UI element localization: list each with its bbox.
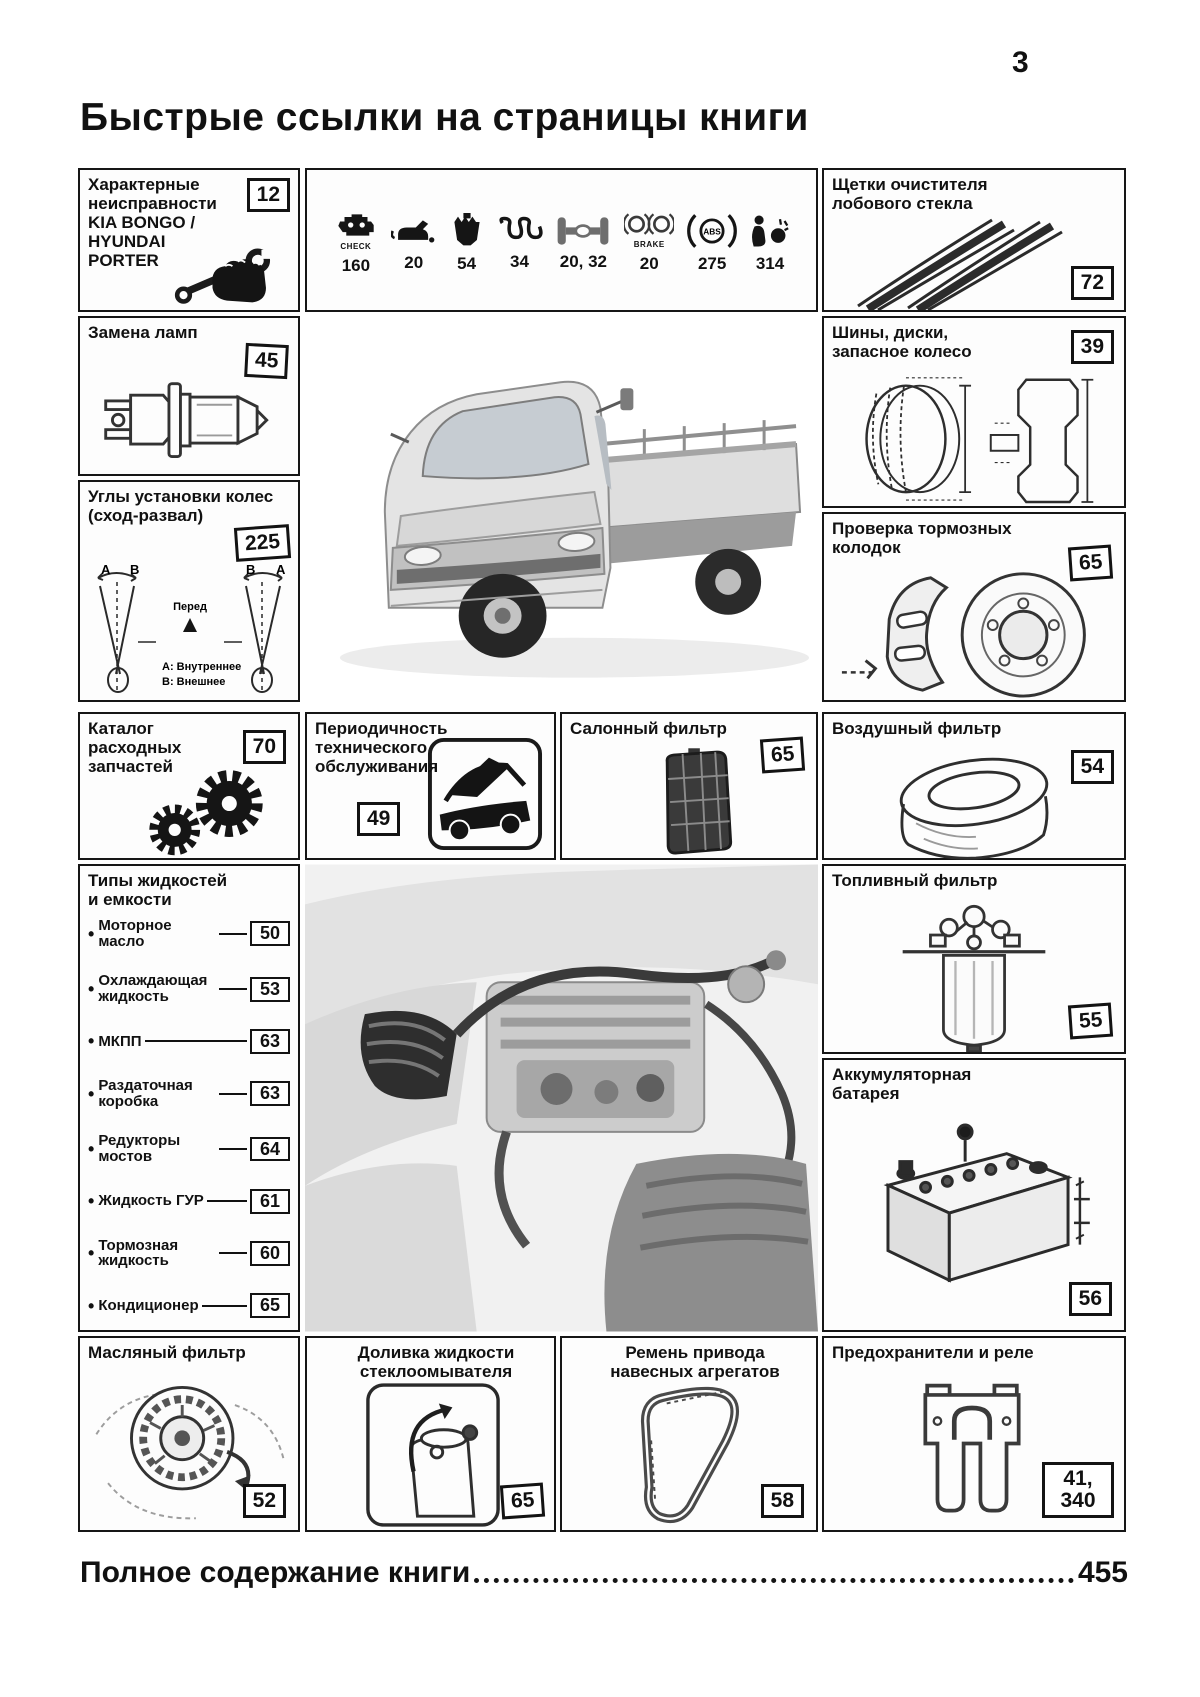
bullet: •	[88, 923, 95, 944]
bullet: •	[88, 1139, 95, 1160]
dot-leader	[474, 1578, 1074, 1583]
brake-lamp-icon	[624, 212, 674, 238]
lamp-page: 20	[639, 254, 659, 273]
page-badge: 65	[760, 737, 806, 774]
page-badge: 49	[357, 802, 400, 836]
page-badge: 55	[1068, 1002, 1114, 1039]
lamp-drivetrain[interactable]	[554, 215, 612, 272]
wiper-blades-icon	[842, 210, 1072, 310]
lamp-page: 20, 32	[559, 251, 607, 271]
lamp-page: 34	[510, 251, 529, 271]
cell-label: Предохранители и реле	[832, 1343, 1034, 1362]
cell-label: Проверка тормозных колодок	[832, 519, 1012, 558]
cell-label: Аккумуляторная батарея	[832, 1065, 972, 1104]
fluid-label: Кондиционер	[98, 1296, 199, 1314]
cell-label: Воздушный фильтр	[832, 719, 1002, 738]
fluid-transfer-case[interactable]	[88, 1078, 290, 1110]
leader-line	[219, 988, 247, 990]
cell-label: Шины, диски, запасное колесо	[832, 323, 972, 362]
alignment-letter: A	[101, 564, 111, 577]
air-filter-icon	[876, 748, 1072, 860]
cell-tires-wheels[interactable]	[822, 316, 1126, 508]
fluid-label: Моторное масло	[98, 917, 172, 950]
page-title: Быстрые ссылки на страницы книги	[80, 96, 809, 139]
cell-warning-lamps	[305, 168, 818, 312]
fluid-power-steering[interactable]	[88, 1189, 290, 1214]
halogen-bulb-icon	[98, 376, 284, 468]
lamp-fuel-filter[interactable]	[449, 213, 485, 274]
engine-bay-photo	[305, 864, 818, 1332]
bullet: •	[88, 979, 95, 1000]
truck-photo	[305, 316, 818, 702]
cell-label: Ремень привода навесных агрегатов	[610, 1343, 780, 1382]
lamp-page: 54	[457, 253, 477, 273]
cell-label: Салонный фильтр	[570, 719, 727, 738]
abs-lamp-icon	[686, 213, 738, 249]
lamp-brake[interactable]	[624, 212, 674, 274]
lamp-airbag[interactable]	[750, 213, 790, 274]
bullet: •	[88, 1191, 95, 1212]
lamp-page: 314	[755, 253, 785, 273]
oil-pressure-lamp-icon	[391, 214, 437, 248]
washer-fluid-icon	[365, 1382, 501, 1528]
leader-line	[207, 1200, 247, 1202]
battery-icon	[854, 1122, 1104, 1308]
fluid-manual-gearbox[interactable]	[88, 1029, 290, 1054]
fluid-engine-oil[interactable]	[88, 918, 290, 950]
cell-label	[88, 175, 238, 270]
cell-label: Замена ламп	[88, 323, 198, 342]
cell-fuses-relays[interactable]	[822, 1336, 1126, 1532]
cell-label: Доливка жидкости стеклоомывателя	[357, 1343, 515, 1382]
bullet: •	[88, 1083, 95, 1104]
cell-fuel-filter[interactable]	[822, 864, 1126, 1054]
alignment-letter: B	[130, 564, 140, 577]
leader-line	[219, 933, 247, 935]
fuel-filter-lamp-icon	[449, 213, 485, 249]
page-badge: 61	[250, 1189, 290, 1214]
cell-parts-catalog[interactable]	[78, 712, 300, 860]
bullet: •	[88, 1295, 95, 1316]
alignment-note-a: А: Внутреннее	[162, 661, 242, 673]
fluid-label: Охлаждающая жидкость	[98, 972, 208, 1006]
bullet: •	[88, 1243, 95, 1264]
cell-drive-belt[interactable]	[560, 1336, 818, 1532]
leader-line	[219, 1252, 247, 1254]
page-badge: 53	[250, 977, 290, 1002]
brake-disc-icon	[836, 562, 1112, 700]
cell-label: Каталог расходных запчастей	[88, 719, 182, 777]
cell-air-filter[interactable]	[822, 712, 1126, 860]
leader-line	[202, 1305, 247, 1307]
cell-maintenance-schedule[interactable]	[305, 712, 556, 860]
fluid-air-conditioner[interactable]	[88, 1293, 290, 1318]
bullet: •	[88, 1031, 95, 1052]
cell-washer-fluid[interactable]	[305, 1336, 556, 1532]
page-badge: 63	[250, 1029, 290, 1054]
leader-line	[145, 1040, 247, 1042]
page-badge: 64	[250, 1137, 290, 1162]
fluid-axle-reducers[interactable]	[88, 1133, 290, 1165]
page-badge: 41, 340	[1042, 1462, 1114, 1518]
faults-model: KIA BONGO / HYUNDAI PORTER	[88, 213, 196, 271]
lamp-check-engine[interactable]	[333, 210, 379, 276]
alignment-letter: B	[246, 564, 256, 577]
page-badge: 12	[247, 178, 290, 212]
cell-cabin-filter[interactable]	[560, 712, 818, 860]
fluid-label: Раздаточная коробка	[98, 1076, 193, 1110]
cell-label: Топливный фильтр	[832, 871, 998, 890]
fluid-label: МКПП	[98, 1032, 142, 1050]
cell-oil-filter[interactable]	[78, 1336, 300, 1532]
page-badge: 50	[250, 921, 290, 946]
page-badge: 52	[243, 1484, 286, 1518]
warning-lamps-strip	[307, 170, 816, 310]
lamp-page: 160	[341, 256, 371, 275]
fluid-label: Тормозная жидкость	[98, 1236, 179, 1270]
lamp-caption: BRAKE	[633, 240, 665, 249]
alignment-note-b: В: Внешнее	[162, 676, 226, 688]
fluid-brake-fluid[interactable]	[88, 1238, 290, 1270]
wheel-alignment-diagram	[86, 564, 294, 696]
footer-page: 455	[1077, 1556, 1128, 1589]
cell-brake-pads[interactable]	[822, 512, 1126, 702]
truck-illustration	[305, 316, 818, 702]
cell-label: Масляный фильтр	[88, 1343, 246, 1362]
tire-rim-diagram	[832, 364, 1116, 504]
gears-icon	[122, 764, 282, 860]
cabin-filter-icon	[648, 748, 744, 858]
lamp-oil-pressure[interactable]	[391, 214, 437, 273]
fuse-icon	[902, 1376, 1042, 1524]
page-badge: 63	[250, 1081, 290, 1106]
page-badge: 65	[500, 1482, 546, 1519]
lamp-abs[interactable]	[686, 213, 738, 274]
cell-fluid-types	[78, 864, 300, 1332]
page-badge: 54	[1071, 750, 1114, 784]
fluids-list	[88, 918, 290, 1318]
page-badge: 58	[761, 1484, 804, 1518]
page-badge: 56	[1069, 1282, 1112, 1316]
page-badge: 65	[250, 1293, 290, 1318]
lamp-page: 275	[697, 253, 727, 273]
abs-lamp-text: ABS	[703, 226, 721, 237]
cell-typical-faults[interactable]	[78, 168, 300, 312]
cell-label: Углы установки колес (сход-развал)	[88, 487, 274, 526]
fluid-label: Редукторы мостов	[98, 1132, 181, 1166]
cell-label: Типы жидкостей и емкости	[88, 871, 228, 910]
fluid-label: Жидкость ГУР	[98, 1192, 204, 1210]
fluid-coolant[interactable]	[88, 973, 290, 1005]
cell-wiper-blades[interactable]	[822, 168, 1126, 312]
drive-belt-icon	[618, 1382, 768, 1530]
page-badge: 65	[1068, 545, 1114, 582]
leader-line	[219, 1093, 247, 1095]
cell-bulb-replacement[interactable]	[78, 316, 300, 476]
cell-label: Периодичность технического обслуживания	[315, 719, 448, 777]
page-badge: 39	[1071, 330, 1114, 364]
fuel-filter-icon	[886, 894, 1062, 1052]
footer-label: Полное содержание книги	[80, 1556, 471, 1589]
airbag-lamp-icon	[750, 213, 790, 249]
lamp-page: 20	[404, 252, 424, 272]
leader-line	[219, 1148, 247, 1150]
lamp-caption: CHECK	[340, 242, 372, 251]
cell-wheel-alignment[interactable]	[78, 480, 300, 702]
page-badge: 225	[234, 524, 291, 562]
cell-battery[interactable]	[822, 1058, 1126, 1332]
page-badge: 72	[1071, 266, 1114, 300]
page-number: 3	[1012, 46, 1029, 79]
page-badge: 60	[250, 1241, 290, 1266]
glow-plug-lamp-icon	[497, 215, 543, 247]
alignment-front-label: Перед	[173, 601, 207, 613]
page-badge: 45	[244, 343, 289, 379]
lamp-glow-plug[interactable]	[497, 215, 543, 272]
full-contents-link[interactable]	[80, 1556, 1128, 1590]
engine-bay-illustration	[305, 864, 818, 1332]
alignment-letter: A	[276, 564, 286, 577]
check-engine-lamp-icon	[333, 210, 379, 240]
faults-label: Характерные неисправности	[88, 175, 217, 214]
page-badge: 70	[243, 730, 286, 764]
cell-label: Щетки очистителя лобового стекла	[832, 175, 988, 214]
drivetrain-lamp-icon	[554, 215, 612, 247]
